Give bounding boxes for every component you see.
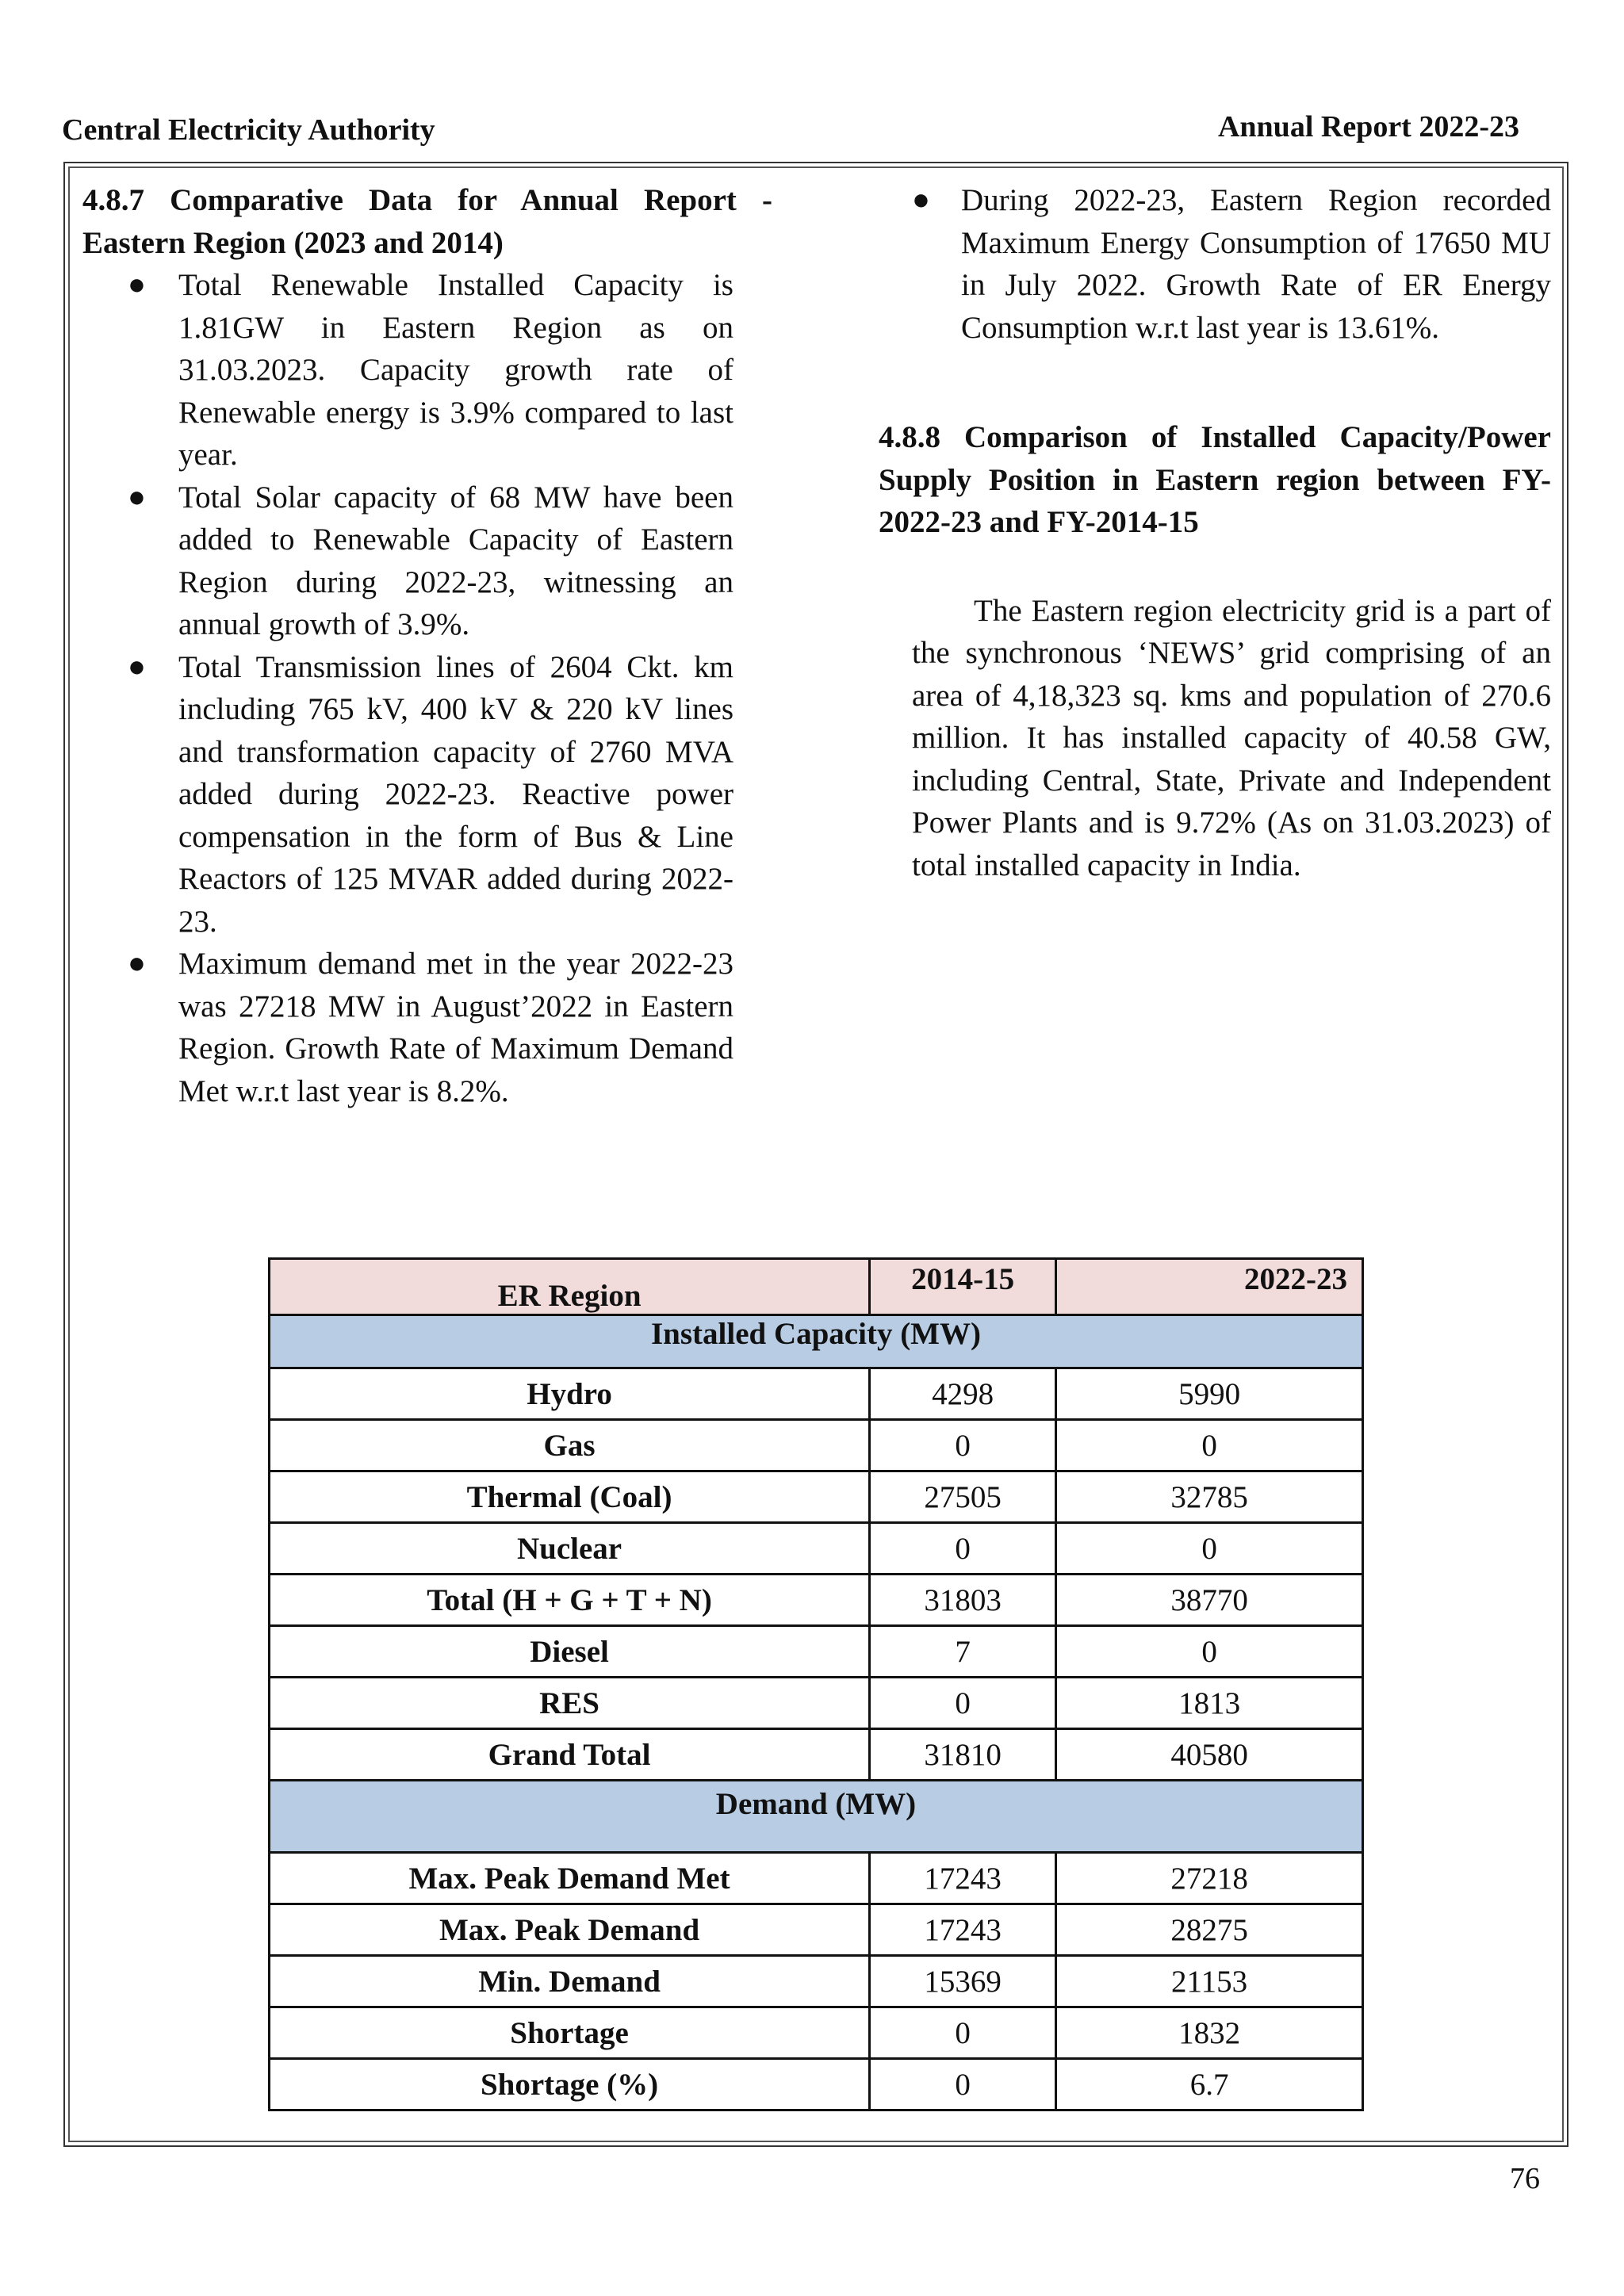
row-label: Gas xyxy=(270,1420,870,1471)
er-comparison-table xyxy=(268,1257,1364,2111)
section-heading-4-8-8: 4.8.8 Comparison of Installed Capacity/Power Supply Position in Eastern region between FY-2022-23 and FY-2014-15 xyxy=(879,420,1551,539)
value-2014-15: 4298 xyxy=(870,1368,1056,1420)
table-row xyxy=(270,1678,1363,1729)
list-item xyxy=(128,646,733,943)
value-2014-15: 0 xyxy=(870,1523,1056,1575)
value-2022-23: 32785 xyxy=(1056,1471,1363,1523)
bullet-icon: ● xyxy=(128,947,146,980)
value-2022-23: 21153 xyxy=(1056,1956,1363,2007)
table-row xyxy=(270,1471,1363,1523)
bullet-icon: ● xyxy=(128,480,146,514)
value-2022-23: 1813 xyxy=(1056,1678,1363,1729)
bullet-text: During 2022-23, Eastern Region recorded Maximum Energy Consumption of 17650 MU in July 2022. Growth Rate of ER Energy Consumption w.r.t last year is 13.61%. xyxy=(961,183,1551,345)
value-2022-23: 0 xyxy=(1056,1523,1363,1575)
value-2014-15: 15369 xyxy=(870,1956,1056,2007)
value-2014-15: 0 xyxy=(870,2007,1056,2059)
page-number: 76 xyxy=(1510,2162,1540,2195)
value-2022-23: 0 xyxy=(1056,1420,1363,1471)
value-2014-15: 17243 xyxy=(870,1904,1056,1956)
table-row xyxy=(270,1368,1363,1420)
value-2014-15: 31803 xyxy=(870,1575,1056,1626)
section-heading-4-8-7: 4.8.7 Comparative Data for Annual Report - Eastern Region (2023 and 2014) xyxy=(82,183,772,260)
table-row xyxy=(270,1853,1363,1904)
row-label: Total (H + G + T + N) xyxy=(270,1575,870,1626)
value-2022-23: 5990 xyxy=(1056,1368,1363,1420)
row-label: RES xyxy=(270,1678,870,1729)
table-row xyxy=(270,1729,1363,1781)
header-report-title: Annual Report 2022-23 xyxy=(1217,110,1519,144)
value-2022-23: 1832 xyxy=(1056,2007,1363,2059)
value-2014-15: 0 xyxy=(870,1420,1056,1471)
table-row xyxy=(270,2059,1363,2110)
table-row xyxy=(270,1523,1363,1575)
list-item xyxy=(128,476,733,646)
table-row xyxy=(270,1626,1363,1678)
value-2014-15: 27505 xyxy=(870,1471,1056,1523)
section-title: Installed Capacity (MW) xyxy=(270,1315,1363,1368)
list-item xyxy=(128,943,733,1112)
table-row xyxy=(270,1956,1363,2007)
row-label: Max. Peak Demand Met xyxy=(270,1853,870,1904)
bullet-icon: ● xyxy=(128,649,146,683)
row-label: Grand Total xyxy=(270,1729,870,1781)
table-row xyxy=(270,1904,1363,1956)
value-2014-15: 31810 xyxy=(870,1729,1056,1781)
header-organization: Central Electricity Authority xyxy=(62,113,435,147)
value-2014-15: 7 xyxy=(870,1626,1056,1678)
left-column xyxy=(82,179,772,1112)
bullet-text: Total Solar capacity of 68 MW have been added to Renewable Capacity of Eastern Region during 2022-23, witnessing an annual growth of 3.9%. xyxy=(178,480,733,641)
list-item xyxy=(128,264,733,476)
table-row xyxy=(270,1420,1363,1471)
value-2022-23: 0 xyxy=(1056,1626,1363,1678)
bullet-text: Total Transmission lines of 2604 Ckt. km including 765 kV, 400 kV & 220 kV lines and transformation capacity of 2760 MVA added during 2022-23. Reactive power compensation in the form of Bus & Line Reactors of 125 MVAR added during 2022-23. xyxy=(178,649,733,939)
bullet-icon: ● xyxy=(912,183,930,216)
table-row xyxy=(270,1575,1363,1626)
header-year-2022-23: 2022-23 xyxy=(1056,1259,1363,1315)
left-bullet-list xyxy=(82,264,733,1112)
value-2022-23: 28275 xyxy=(1056,1904,1363,1956)
right-column xyxy=(879,179,1551,886)
right-bullet-list xyxy=(879,179,1551,349)
value-2022-23: 38770 xyxy=(1056,1575,1363,1626)
row-label: Shortage xyxy=(270,2007,870,2059)
bullet-text: Total Renewable Installed Capacity is 1.81GW in Eastern Region as on 31.03.2023. Capacity growth rate of Renewable energy is 3.9% compared to last year. xyxy=(178,268,733,472)
value-2022-23: 27218 xyxy=(1056,1853,1363,1904)
value-2014-15: 0 xyxy=(870,1678,1056,1729)
header-year-2014-15: 2014-15 xyxy=(870,1259,1056,1315)
region-description-paragraph xyxy=(879,590,1551,887)
bullet-text: Maximum demand met in the year 2022-23 was 27218 MW in August’2022 in Eastern Region. Growth Rate of Maximum Demand Met w.r.t last year is 8.2%. xyxy=(178,947,733,1108)
section-row-installed-capacity xyxy=(270,1315,1363,1368)
section-title: Demand (MW) xyxy=(270,1781,1363,1853)
row-label: Min. Demand xyxy=(270,1956,870,2007)
row-label: Thermal (Coal) xyxy=(270,1471,870,1523)
value-2014-15: 0 xyxy=(870,2059,1056,2110)
row-label: Diesel xyxy=(270,1626,870,1678)
paragraph-text: The Eastern region electricity grid is a part of the synchronous ‘NEWS’ grid comprising of an area of 4,18,323 sq. kms and population of 270.6 million. It has installed capacity of 40.58 GW, including Central, State, Private and Independent Power Plants and is 9.72% (As on 31.03.2023) of total installed capacity in India. xyxy=(912,593,1551,882)
value-2022-23: 40580 xyxy=(1056,1729,1363,1781)
bullet-icon: ● xyxy=(128,268,146,301)
section-row-demand xyxy=(270,1781,1363,1853)
header-label-cell: ER Region xyxy=(270,1259,870,1315)
row-label: Max. Peak Demand xyxy=(270,1904,870,1956)
row-label: Nuclear xyxy=(270,1523,870,1575)
row-label: Hydro xyxy=(270,1368,870,1420)
table-row xyxy=(270,2007,1363,2059)
value-2022-23: 6.7 xyxy=(1056,2059,1363,2110)
value-2014-15: 17243 xyxy=(870,1853,1056,1904)
list-item xyxy=(912,179,1551,349)
table-header-row xyxy=(270,1259,1363,1315)
row-label: Shortage (%) xyxy=(270,2059,870,2110)
